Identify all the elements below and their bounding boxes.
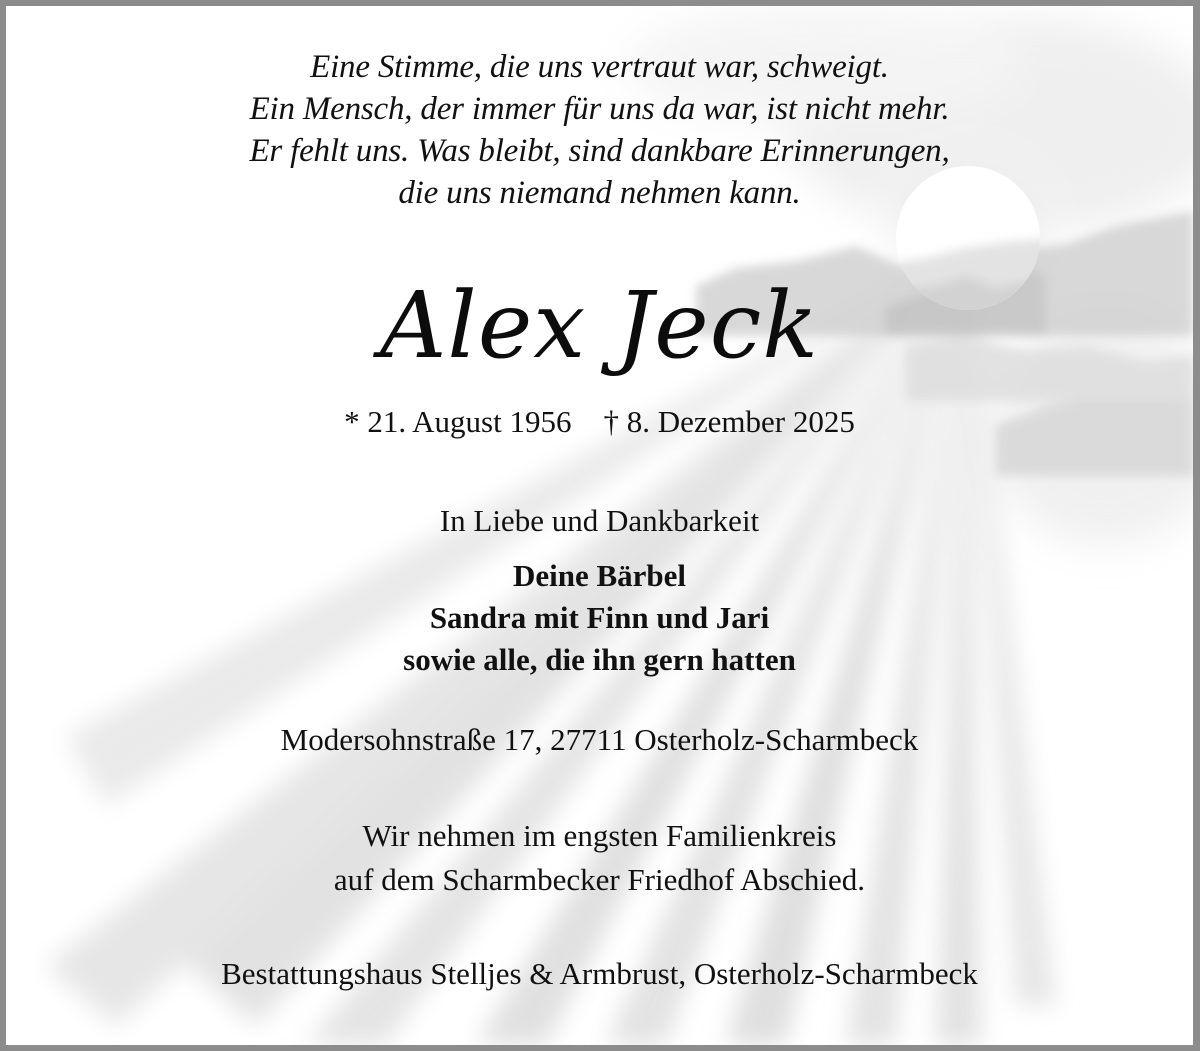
life-dates	[6, 404, 1193, 440]
verse-line-3: Er fehlt uns. Was bleibt, sind dankbare Erinnerungen,	[249, 133, 950, 169]
funeral-home: Bestattungshaus Stelljes & Armbrust, Osterholz-Scharmbeck	[221, 956, 978, 991]
verse-line-4: die uns niemand nehmen kann.	[398, 175, 801, 211]
birth-date: * 21. August 1956	[344, 404, 572, 439]
dedication: In Liebe und Dankbarkeit	[439, 503, 760, 538]
farewell-line-2: auf dem Scharmbecker Friedhof Abschied.	[333, 862, 866, 897]
mourner-1: Deine Bärbel	[512, 558, 687, 593]
address: Modersohnstraße 17, 27711 Osterholz-Scharmbeck	[280, 722, 919, 757]
mourner-3: sowie alle, die ihn gern hatten	[403, 642, 796, 677]
death-date: † 8. Dezember 2025	[603, 404, 855, 439]
verse-line-2: Ein Mensch, der immer für uns da war, ist nicht mehr.	[249, 91, 950, 127]
mourner-2: Sandra mit Finn und Jari	[429, 600, 770, 635]
notice-text	[6, 6, 1193, 1045]
farewell-line-1: Wir nehmen im engsten Familienkreis	[362, 818, 837, 853]
obituary-card	[6, 6, 1193, 1045]
deceased-name: Alex Jeck	[379, 272, 820, 379]
verse-line-1: Eine Stimme, die uns vertraut war, schweigt.	[310, 49, 889, 85]
